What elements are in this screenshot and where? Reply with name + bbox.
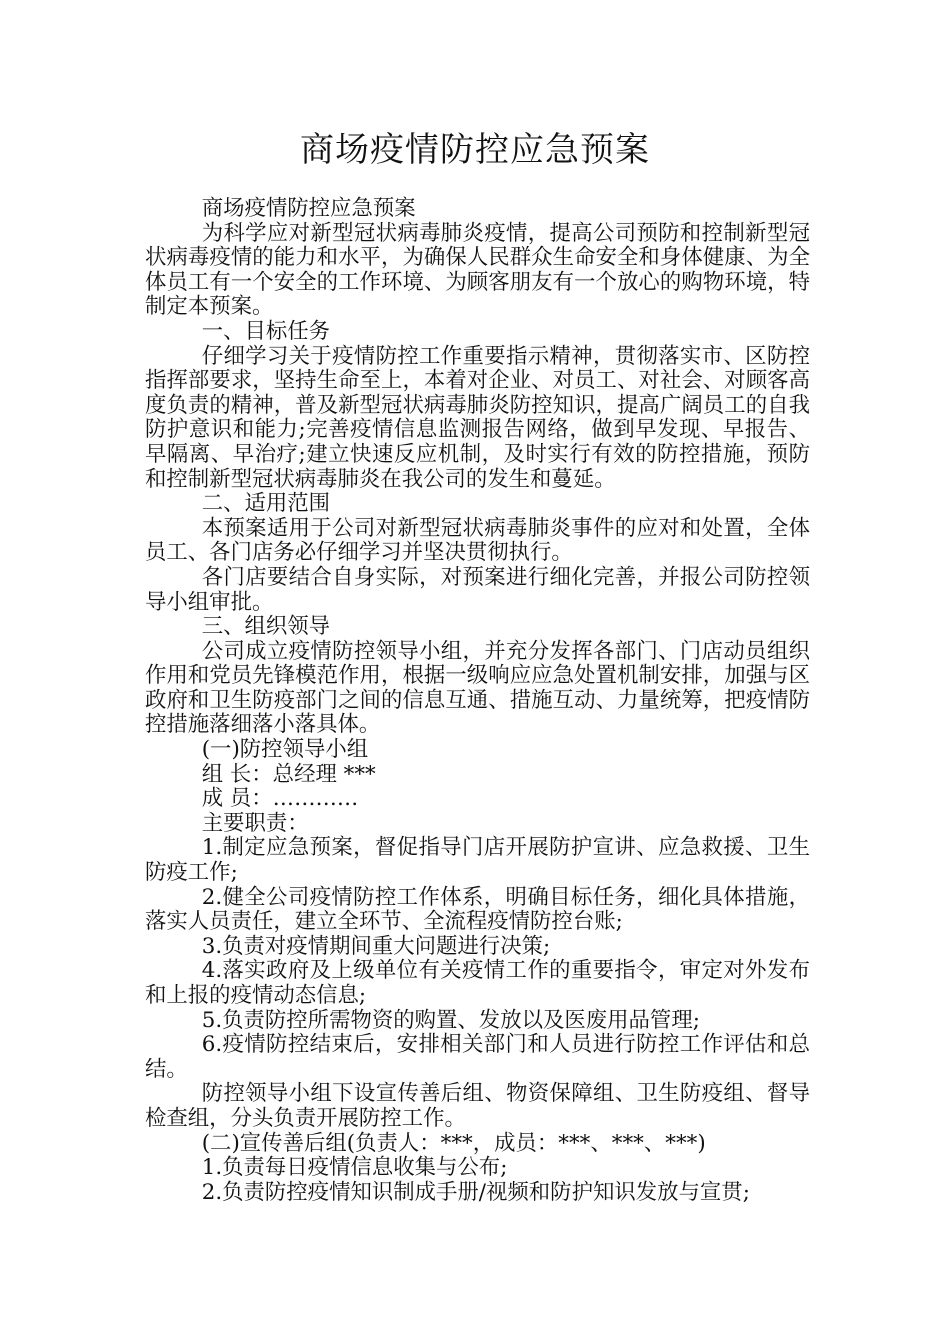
document-body <box>145 197 810 1205</box>
paragraph-scope: 本预案适用于公司对新型冠状病毒肺炎事件的应对和处置，全体员工、各门店务必仔细学习并坚决贯彻执行。 <box>145 515 810 566</box>
duty-item: 3.负责对疫情期间重大问题进行决策; <box>201 933 551 959</box>
line-group-leader: 组 长：总经理 *** <box>201 761 376 787</box>
duty-item: 5.负责防控所需物资的购置、发放以及医废用品管理; <box>201 1007 700 1033</box>
line-group-members: 成 员：………… <box>201 786 359 812</box>
line-main-duties: 主要职责： <box>201 810 309 836</box>
heading-target-tasks: 一、目标任务 <box>201 318 331 344</box>
duty-item: 1.制定应急预案，督促指导门店开展防护宣讲、应急救援、卫生防疫工作; <box>145 835 810 886</box>
duty-item: 2.负责防控疫情知识制成手册/视频和防护知识发放与宣贯; <box>201 1179 750 1205</box>
paragraph-organization: 公司成立疫情防控领导小组，并充分发挥各部门、门店动员组织作用和党员先锋模范作用，根据一级响应应急处置机制安排，加强与区政府和卫生防疫部门之间的信息互通、措施互动、力量统筹，把疫情防控措施落细落小落具体。 <box>145 638 810 738</box>
document-title: 商场疫情防控应急预案 <box>300 130 650 170</box>
paragraph-scope-stores: 各门店要结合自身实际，对预案进行细化完善，并报公司防控领导小组审批。 <box>145 564 810 615</box>
paragraph-subtitle: 商场疫情防控应急预案 <box>201 196 416 221</box>
duty-item: 6.疫情防控结束后，安排相关部门和人员进行防控工作评估和总结。 <box>145 1032 810 1082</box>
paragraph-target-tasks: 仔细学习关于疫情防控工作重要指示精神，贯彻落实市、区防控指挥部要求，坚持生命至上，本着对企业、对员工、对社会、对顾客高度负责的精神，普及新型冠状病毒肺炎防控知识，提高广阔员工的自我防护意识和能力;完善疫情信息监测报告网络，做到早发现、早报告、早隔离、早治疗;建立快速反应机制，及时实行有效的防控措施，预防和控制新型冠状病毒肺炎在我公司的发生和蔓延。 <box>145 343 810 492</box>
paragraph-subgroups: 防控领导小组下设宣传善后组、物资保障组、卫生防疫组、督导检查组，分头负责开展防控工作。 <box>145 1081 810 1131</box>
duty-item: 2.健全公司疫情防控工作体系，明确目标任务，细化具体措施，落实人员责任，建立全环节、全流程疫情防控台账; <box>145 884 810 935</box>
subheading-leadership-group: (一)防控领导小组 <box>201 737 369 763</box>
duty-item: 1.负责每日疫情信息收集与公布; <box>201 1155 508 1181</box>
paragraph-intro: 为科学应对新型冠状病毒肺炎疫情，提高公司预防和控制新型冠状病毒疫情的能力和水平，为确保人民群众生命安全和身体健康、为全体员工有一个安全的工作环境、为顾客朋友有一个放心的购物环境，特制定本预案。 <box>145 220 810 320</box>
heading-organization: 三、组织领导 <box>201 614 331 640</box>
subheading-publicity-group: (二)宣传善后组(负责人：***，成员：***、***、***) <box>201 1130 706 1156</box>
heading-scope: 二、适用范围 <box>201 491 331 517</box>
duty-item: 4.落实政府及上级单位有关疫情工作的重要指令，审定对外发布和上报的疫情动态信息; <box>145 958 810 1008</box>
